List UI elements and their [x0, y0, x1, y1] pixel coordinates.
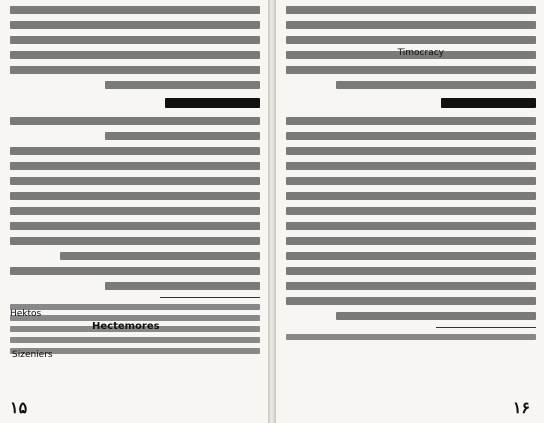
- text-line: [286, 207, 536, 215]
- right-page-number: ۱۶: [512, 398, 530, 417]
- text-line: [286, 282, 536, 290]
- text-line: [286, 237, 536, 245]
- text-line: [336, 81, 536, 89]
- text-line: [10, 51, 260, 59]
- text-line: [10, 267, 260, 275]
- text-line: [105, 282, 260, 290]
- footnote-rule: [436, 327, 536, 328]
- text-line: [10, 222, 260, 230]
- text-line: [286, 132, 536, 140]
- text-line: [105, 81, 260, 89]
- text-line: [10, 147, 260, 155]
- text-line: [286, 252, 536, 260]
- section-heading-bar: [165, 98, 260, 108]
- text-line: [10, 36, 260, 44]
- text-line: [286, 66, 536, 74]
- text-line: [10, 237, 260, 245]
- text-line: [286, 6, 536, 14]
- text-line: [10, 66, 260, 74]
- text-line: [286, 267, 536, 275]
- footnote-line: [286, 334, 536, 340]
- text-line: [10, 192, 260, 200]
- book-gutter: [268, 0, 276, 423]
- text-line: [10, 6, 260, 14]
- left-page-body: [10, 6, 260, 393]
- text-line: [286, 36, 536, 44]
- text-line: [286, 177, 536, 185]
- latin-term-hectemores: Hectemores: [92, 321, 160, 332]
- text-line: [286, 21, 536, 29]
- right-page-body: [286, 6, 536, 393]
- left-page-number: ۱۵: [10, 398, 28, 417]
- footnote-line: [10, 337, 260, 343]
- text-line: [286, 297, 536, 305]
- left-page: [0, 0, 268, 423]
- latin-term-sizeniers: Sizeniers: [12, 350, 53, 360]
- text-line: [336, 312, 536, 320]
- text-line: [10, 21, 260, 29]
- text-line: [286, 222, 536, 230]
- text-line: [286, 162, 536, 170]
- text-line: [105, 132, 260, 140]
- right-page: [276, 0, 544, 423]
- text-line: [10, 117, 260, 125]
- section-heading-bar: [441, 98, 536, 108]
- text-line: [10, 177, 260, 185]
- footnote-line: [10, 304, 260, 310]
- text-line: [10, 162, 260, 170]
- text-line: [286, 117, 536, 125]
- latin-term-hektos: Hektos: [10, 309, 42, 319]
- latin-term-timocracy: Timocracy: [397, 48, 444, 58]
- text-line: [286, 147, 536, 155]
- footnote-rule: [160, 297, 260, 298]
- text-line: [10, 207, 260, 215]
- text-line: [60, 252, 260, 260]
- text-line: [286, 192, 536, 200]
